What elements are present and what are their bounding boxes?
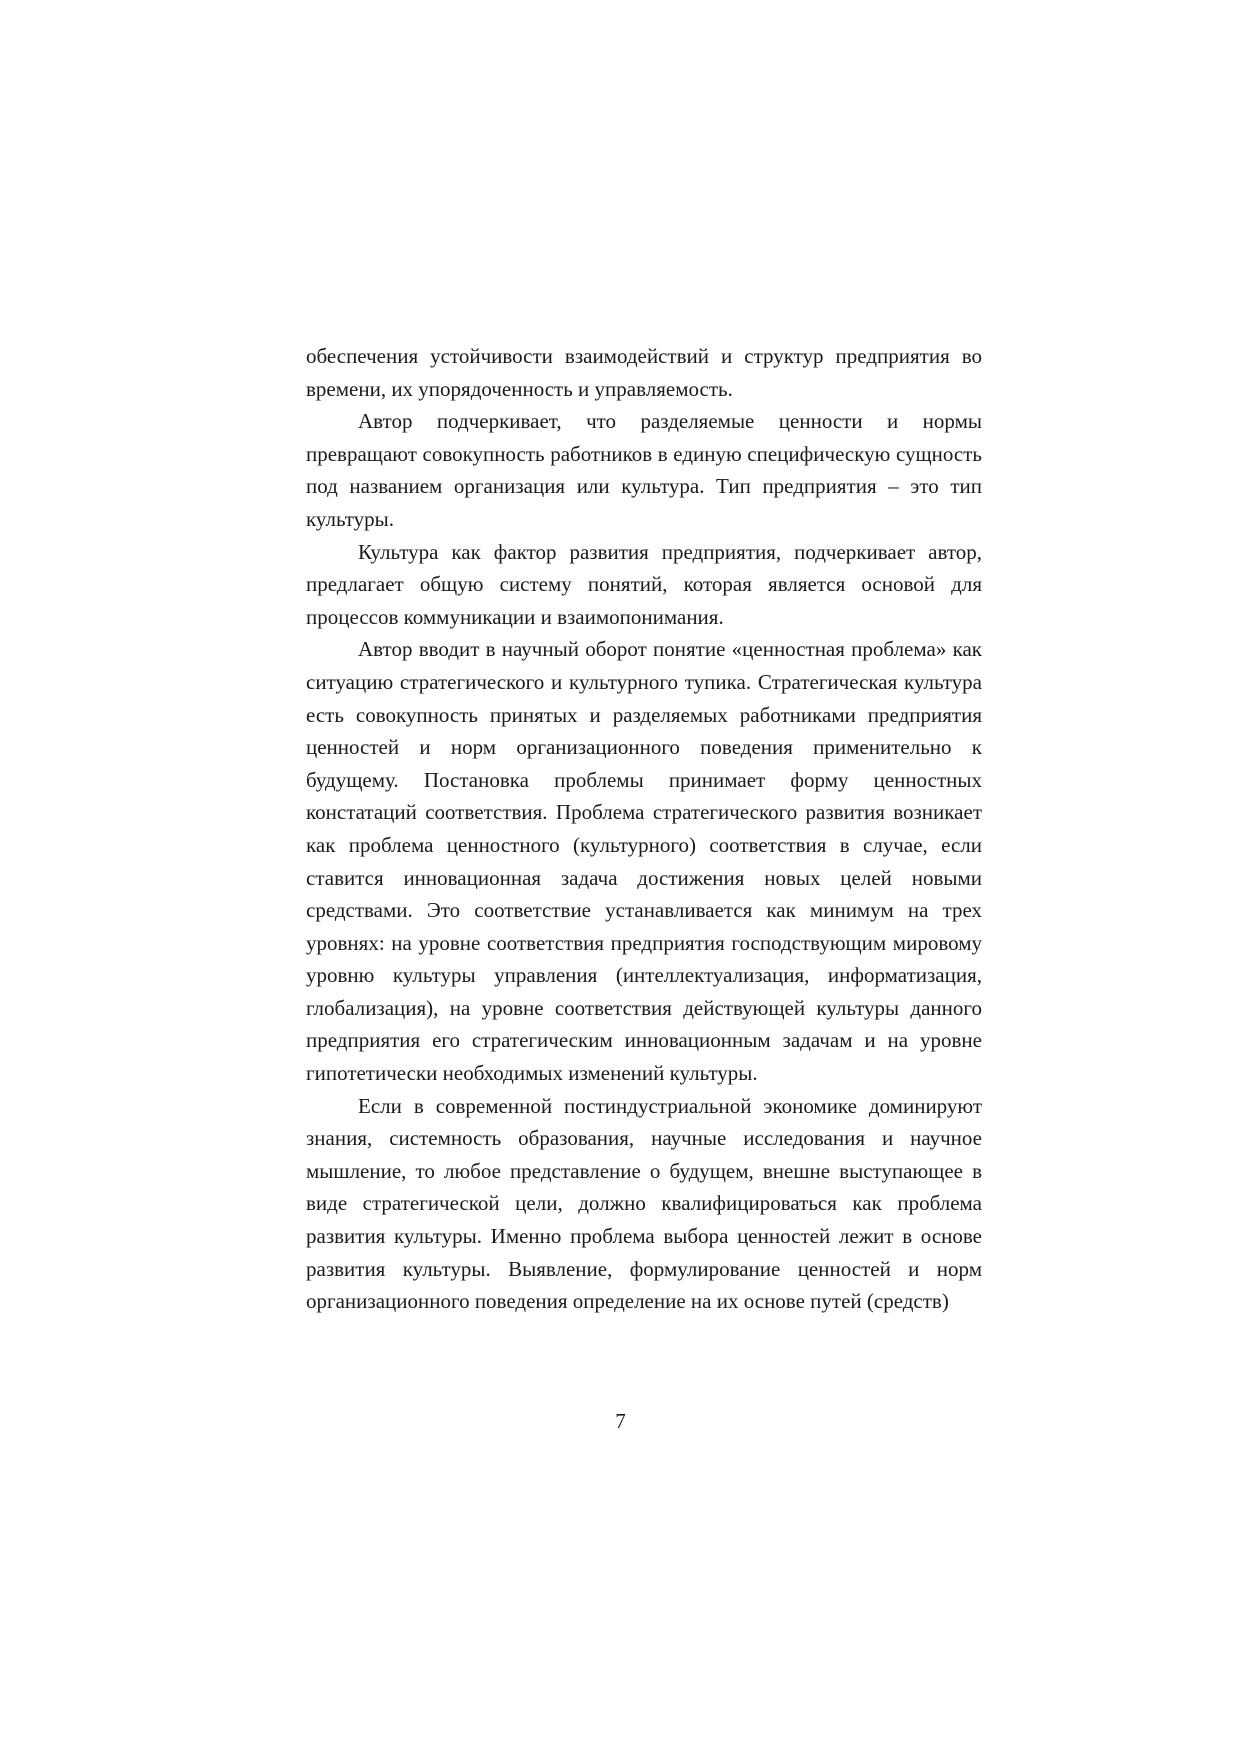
page-body	[306, 340, 982, 1318]
paragraph: Автор подчеркивает, что разделяемые ценности и нормы превращают совокупность работников в единую специфическую сущность под названием организация или культура. Тип предприятия – это тип культуры.	[306, 409, 982, 531]
paragraph: Автор вводит в научный оборот понятие «ценностная проблема» как ситуацию стратегического и культурного тупика. Стратегическая культура есть совокупность принятых и разделяемых работниками предприятия ценностей и норм организационного поведения применительно к будущему. Постановка проблемы принимает форму ценностных констатаций соответствия. Проблема стратегического развития возникает как проблема ценностного (культурного) соответствия в случае, если ставится инновационная задача достижения новых целей новыми средствами. Это соответствие устанавливается как минимум на трех уровнях: на уровне соответствия предприятия господствующим мировому уровню культуры управления (интеллектуализация, информатизация, глобализация), на уровне соответствия действующей культуры данного предприятия его стратегическим инновационным задачам и на уровне гипотетически необходимых изменений культуры.	[306, 637, 982, 1086]
paragraph: Культура как фактор развития предприятия, подчеркивает автор, предлагает общую систему понятий, которая является основой для процессов коммуникации и взаимопонимания.	[306, 539, 982, 629]
paragraph-continuation: обеспечения устойчивости взаимодействий и структур предприятия во времени, их упорядоченность и управляемость.	[306, 344, 982, 401]
page-number: 7	[615, 1409, 626, 1433]
paragraph: Если в современной постиндустриальной экономике доминируют знания, системность образования, научные исследования и научное мышление, то любое представление о будущем, внешне выступающее в виде стратегической цели, должно квалифицироваться как проблема развития культуры. Именно проблема выбора ценностей лежит в основе развития культуры. Выявление, формулирование ценностей и норм организационного поведения определение на их основе путей (средств)	[306, 1093, 982, 1314]
